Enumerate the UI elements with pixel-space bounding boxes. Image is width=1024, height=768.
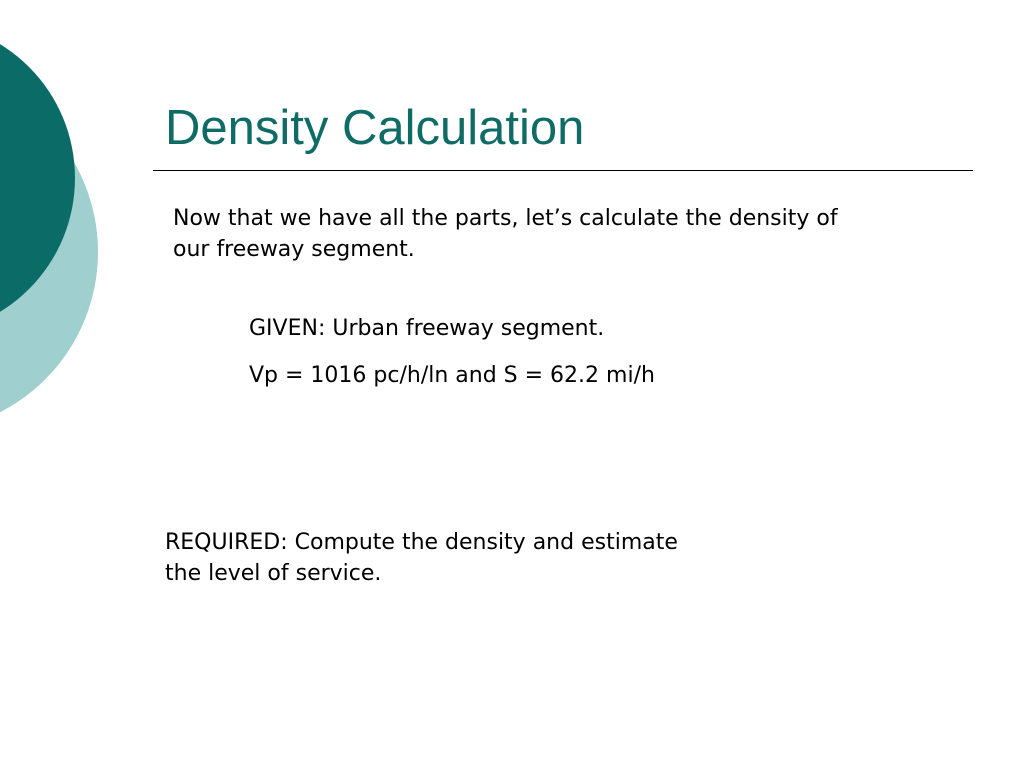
required-text: REQUIRED: Compute the density and estimate the level of service. [165, 530, 678, 586]
slide-title: Density Calculation [165, 101, 585, 155]
decorative-circles [0, 0, 120, 420]
given-text: GIVEN: Urban freeway segment. [249, 316, 605, 341]
title-divider [153, 170, 973, 171]
given-values-text: Vp = 1016 pc/h/ln and S = 62.2 mi/h [249, 363, 655, 388]
intro-text: Now that we have all the parts, let’s calculate the density of our freeway segment. [173, 206, 838, 262]
